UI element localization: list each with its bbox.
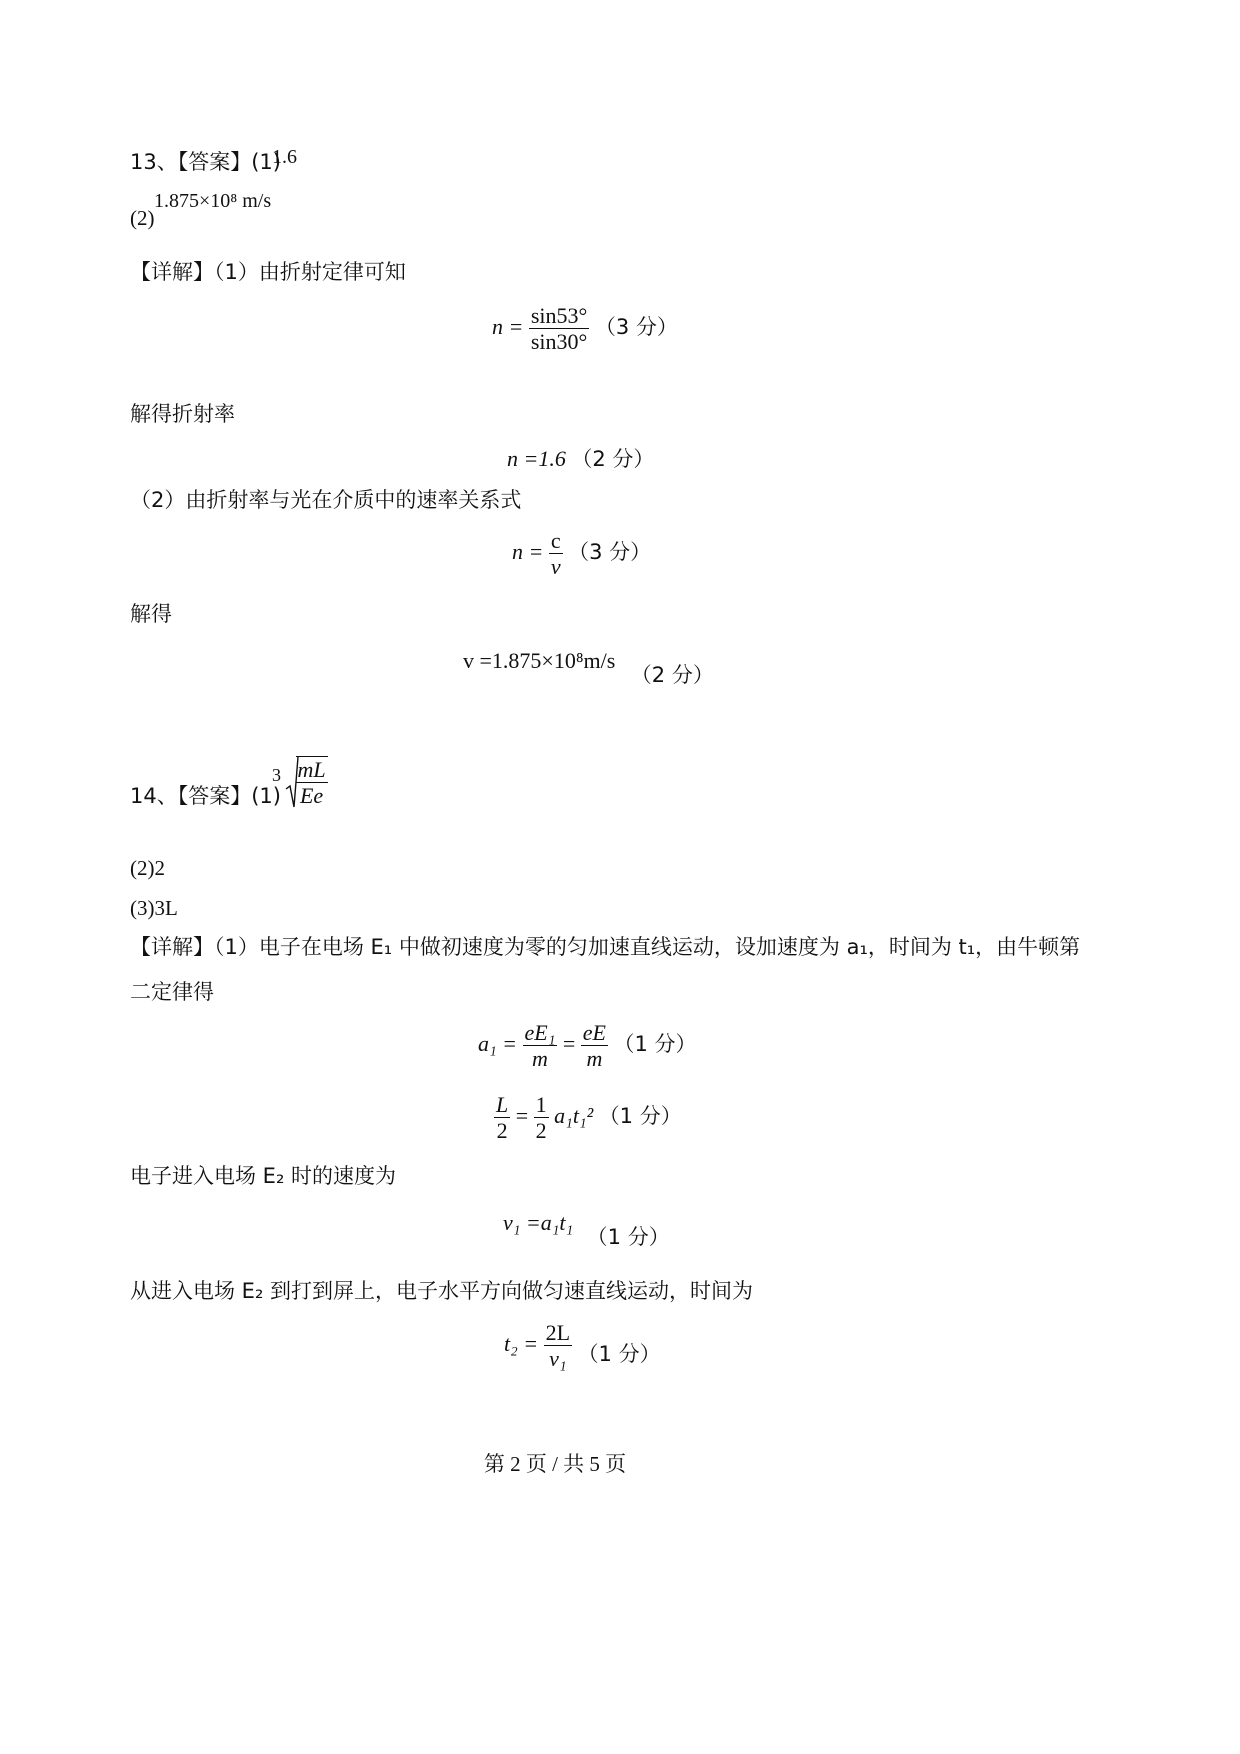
q13-text-part2: （2）由折射率与光在介质中的速率关系式 [130, 488, 522, 512]
score-label: （1 分） [586, 1225, 670, 1249]
eq-lhs: n = [512, 538, 544, 564]
score-label: （1 分） [577, 1341, 661, 1366]
q13-label: 13、【答案】(1) [130, 150, 281, 174]
score-label: （2 分） [630, 663, 714, 687]
fraction-numerator: eE₁ [524, 1020, 556, 1045]
fraction-denominator: m [531, 1046, 548, 1072]
eq-equals: = [562, 1030, 576, 1056]
q14-text-v1: 电子进入电场 E₂ 时的速度为 [130, 1164, 397, 1188]
score-label: （2 分） [571, 447, 655, 471]
eq-rhs: a₁t₁² [554, 1102, 594, 1128]
eq-equals: = [515, 1102, 529, 1128]
fraction [544, 1320, 572, 1372]
q14-label: 14、【答案】(1) [130, 784, 281, 808]
page-footer: 第 2 页 / 共 5 页 [483, 1452, 627, 1476]
q14-detail-line1: 【详解】（1）电子在电场 E₁ 中做初速度为零的匀加速直线运动，设加速度为 a₁，时间为 t₁，由牛顿第 [130, 935, 1081, 959]
q14-eq-displacement [494, 1092, 682, 1144]
q13-answer-1: 1.6 [272, 146, 297, 168]
root-index: 3 [272, 765, 281, 786]
q13-text-solve: 解得 [130, 602, 172, 626]
fraction-numerator: mL [297, 756, 326, 782]
fraction-denominator: v [550, 554, 561, 580]
fraction-denominator: sin30° [530, 329, 588, 355]
fraction-numerator: 2L [545, 1320, 571, 1345]
fraction-numerator: L [496, 1092, 509, 1117]
q13-eq-speed-result [463, 645, 714, 687]
q14-detail-line2: 二定律得 [130, 980, 214, 1004]
eq-expr: v₁ =a₁t₁ [503, 1210, 574, 1235]
fraction [549, 528, 563, 580]
q14-eq-acceleration [478, 1020, 697, 1072]
eq-expr: v =1.875×10⁸m/s [463, 648, 616, 673]
fraction-numerator: eE [582, 1020, 606, 1045]
q14-answer-3: (3)3L [130, 896, 178, 920]
q13-eq-refraction [492, 303, 678, 355]
fraction-numerator: sin53° [530, 303, 588, 328]
fraction-denominator: m [586, 1046, 603, 1072]
score-label: （3 分） [594, 314, 678, 339]
score-label: （3 分） [568, 539, 652, 564]
eq-lhs: t₂ = [504, 1330, 539, 1356]
fraction-2 [581, 1020, 608, 1072]
q13-answer-2: 1.875×10⁸ m/s [154, 190, 272, 212]
fraction-1 [523, 1020, 558, 1072]
fraction-denominator: 2 [496, 1118, 508, 1144]
q14-eq-time [504, 1320, 661, 1372]
q14-answer-2: (2)2 [130, 856, 165, 880]
score-label: （1 分） [598, 1103, 682, 1128]
fraction-denominator: v₁ [549, 1346, 567, 1372]
q13-eq-speed-relation [512, 528, 651, 580]
fraction-numerator: c [550, 528, 561, 553]
q13-eq-index-result [507, 443, 654, 473]
q13-part2-label: (2) [130, 206, 155, 230]
q14-text-t2: 从进入电场 E₂ 到打到屏上，电子水平方向做匀速直线运动，时间为 [130, 1279, 754, 1303]
eq-expr: n =1.6 [507, 446, 566, 471]
q13-detail-heading: 【详解】（1）由折射定律可知 [130, 260, 406, 284]
fraction-1 [494, 1092, 510, 1144]
q13-text-solve-index: 解得折射率 [130, 402, 235, 426]
score-label: （1 分） [613, 1031, 697, 1056]
eq-lhs: n = [492, 313, 524, 339]
fraction [529, 303, 589, 355]
fraction-denominator: Ee [299, 783, 324, 808]
fraction-2 [534, 1092, 549, 1144]
fraction-denominator: 2 [535, 1118, 547, 1144]
fraction-numerator: 1 [535, 1092, 547, 1117]
q14-answer-1-root [272, 755, 328, 809]
root-fraction [296, 756, 328, 809]
eq-lhs: a₁ = [478, 1030, 517, 1056]
q14-eq-velocity [503, 1207, 670, 1249]
